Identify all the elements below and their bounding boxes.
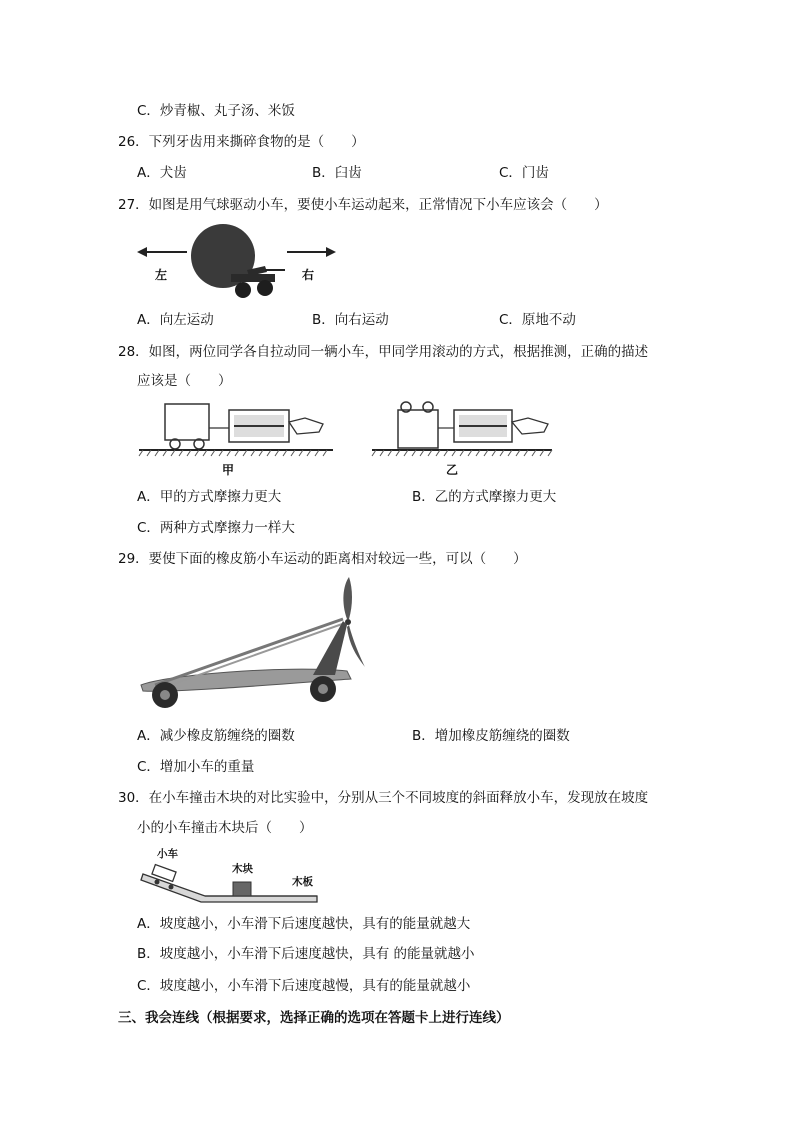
figure-label-left: 左 [155,268,168,282]
figure-label-car: 小车 [157,848,178,860]
q30-stem-line2: 小的小车撞击木块后（ ） [137,820,313,836]
q25-option-c: C．炒青椒、丸子汤、米饭 [137,103,295,119]
q29-option-c: C．增加小车的重量 [137,759,255,775]
q26-option-a: A．犬齿 [137,165,187,181]
q26-option-b: B．臼齿 [312,165,362,181]
q26-stem: 26．下列牙齿用来撕碎食物的是（ ） [118,134,365,150]
figure-label-block: 木块 [232,863,253,875]
q30-stem-line1: 30．在小车撞击木块的对比实验中，分别从三个不同坡度的斜面释放小车，发现放在坡度 [118,790,649,806]
q28-option-a: A．甲的方式摩擦力更大 [137,489,282,505]
q27-option-b: B．向右运动 [312,312,389,328]
q30-option-c: C．坡度越小，小车滑下后速度越慢，具有的能量就越小 [137,978,471,994]
q28-option-b: B．乙的方式摩擦力更大 [412,489,557,505]
figure-label-right: 右 [302,268,315,282]
q30-option-a: A．坡度越小，小车滑下后速度越快，具有的能量就越大 [137,916,471,932]
cart-rolling-figure [137,398,337,463]
section-3-heading: 三、我会连线（根据要求，选择正确的选项在答题卡上进行连线） [118,1010,510,1026]
balloon-car-figure [135,218,345,303]
rubber-band-car-figure [135,575,375,715]
q30-option-b: B．坡度越小，小车滑下后速度越快，具有 的能量就越小 [137,946,475,962]
q28-stem-line1: 28．如图，两位同学各自拉动同一辆小车，甲同学用滚动的方式，根据推测，正确的描述 [118,344,649,360]
q29-option-b: B．增加橡皮筋缠绕的圈数 [412,728,570,744]
q29-option-a: A．减少橡皮筋缠绕的圈数 [137,728,295,744]
q29-stem: 29．要使下面的橡皮筋小车运动的距离相对较远一些，可以（ ） [118,551,527,567]
q28-stem-line2: 应该是（ ） [137,373,232,389]
q28-option-c: C．两种方式摩擦力一样大 [137,520,295,536]
q27-option-a: A．向左运动 [137,312,214,328]
figure-label-jia: 甲 [222,463,235,477]
q27-stem: 27．如图是用气球驱动小车，要使小车运动起来，正常情况下小车应该会（ ） [118,197,608,213]
figure-label-yi: 乙 [446,463,459,477]
figure-label-board: 木板 [292,876,313,888]
cart-sliding-figure [370,398,555,463]
q27-option-c: C．原地不动 [499,312,576,328]
q26-option-c: C．门齿 [499,165,549,181]
